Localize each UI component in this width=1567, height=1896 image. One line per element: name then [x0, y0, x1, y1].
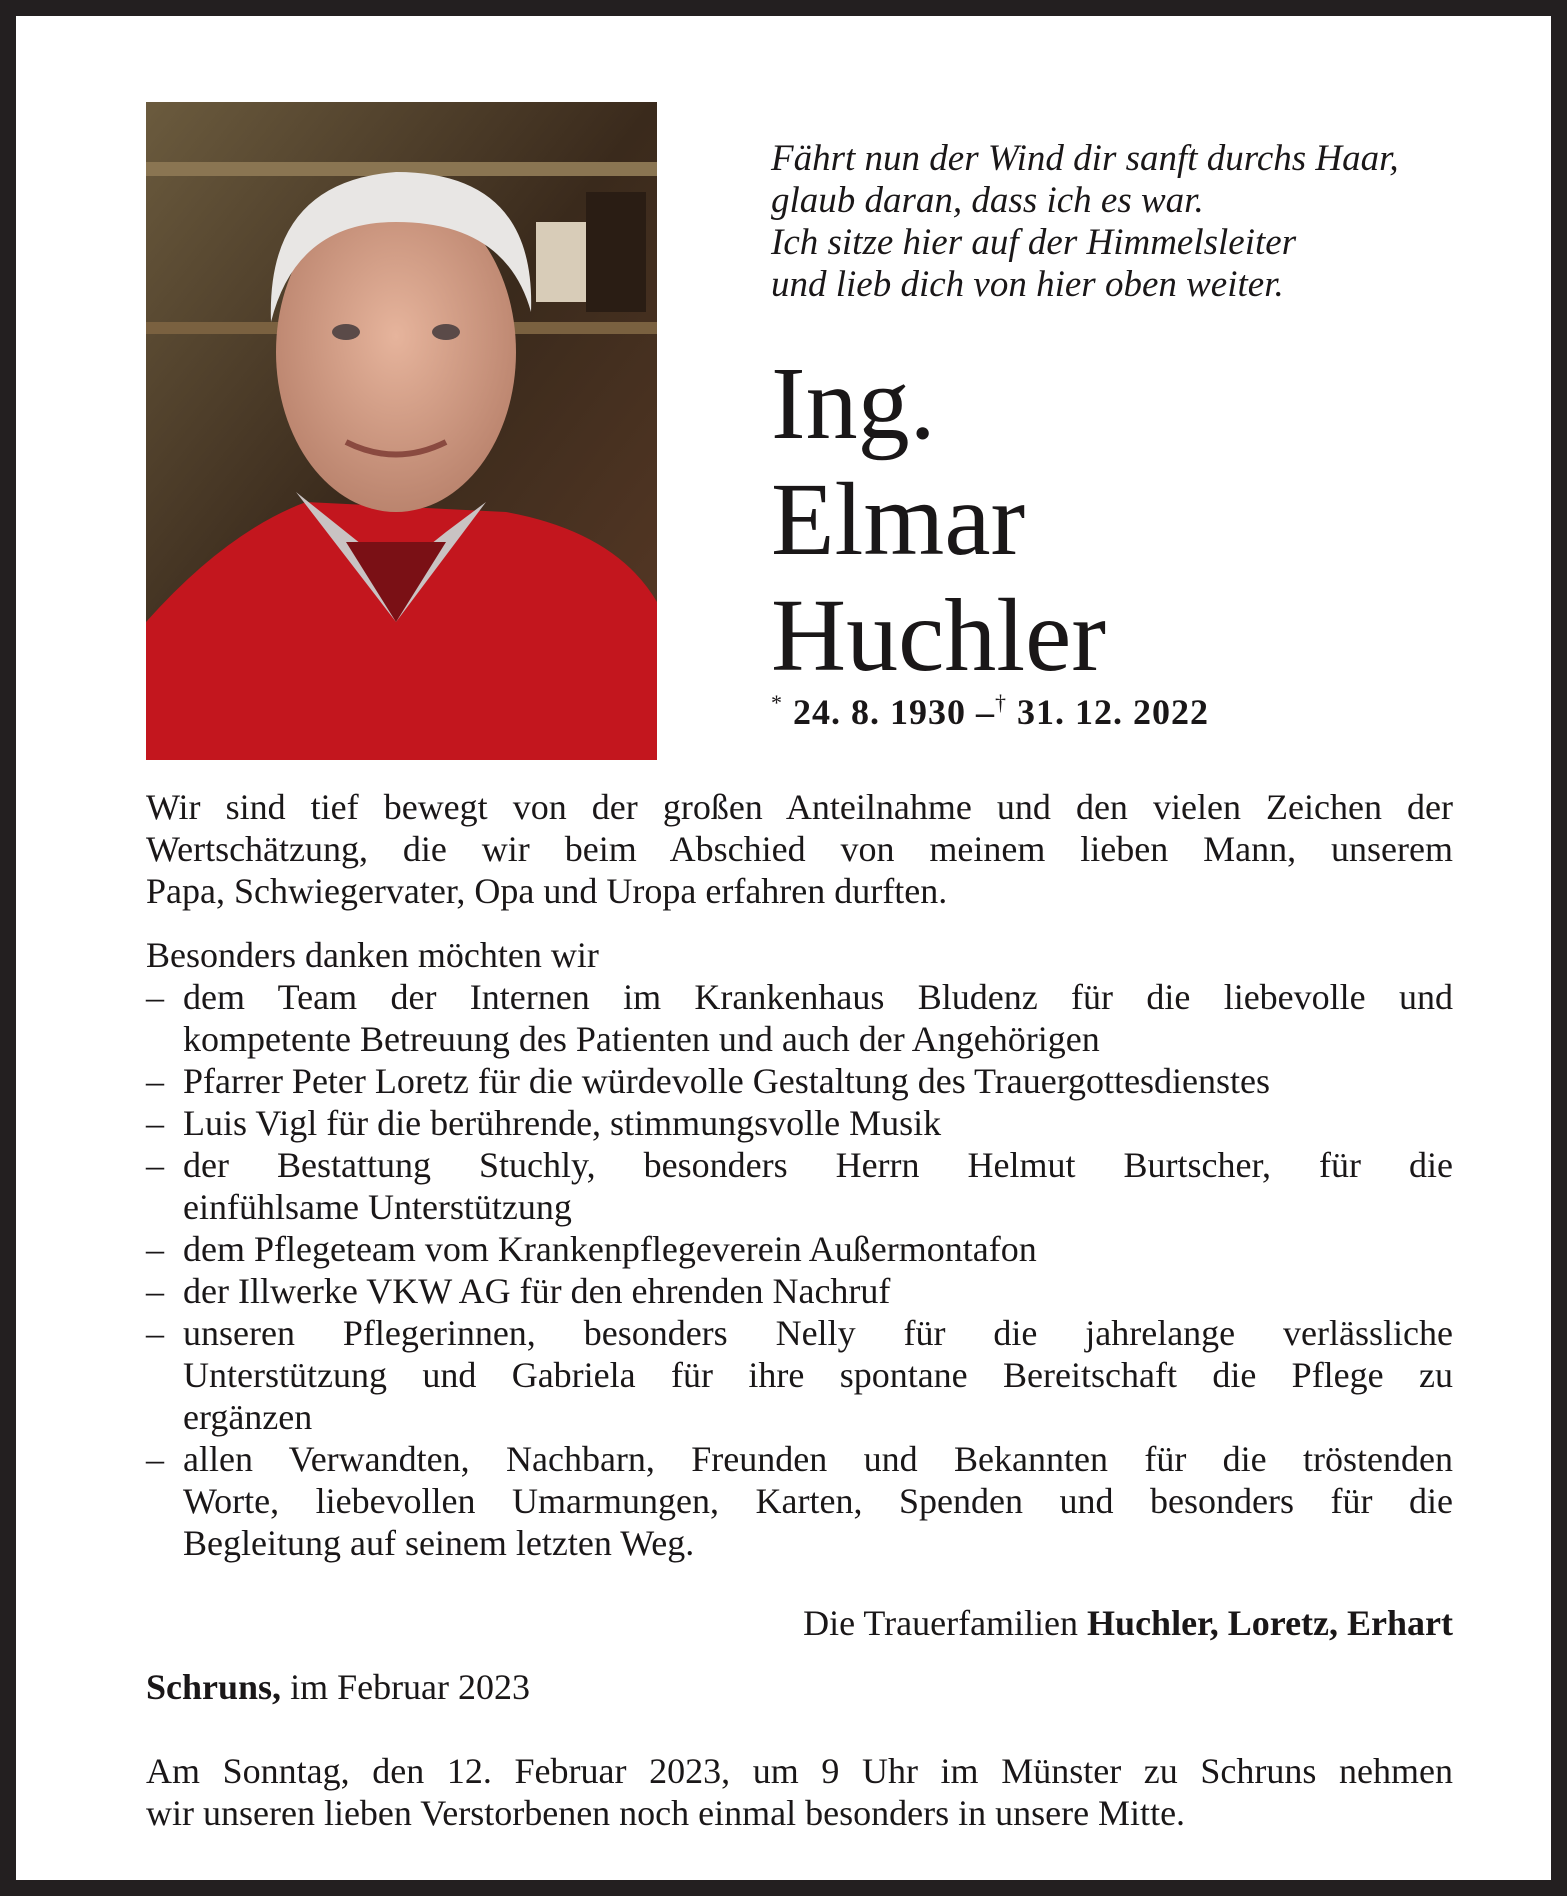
place-date-text: im Februar 2023 [290, 1667, 531, 1707]
text-line: ergänzen [183, 1397, 313, 1437]
thanks-item [146, 1228, 1453, 1270]
signature-families: Huchler, Loretz, Erhart [1087, 1603, 1453, 1643]
poem-line: und lieb dich von hier oben weiter. [771, 264, 1284, 305]
text-line: Am Sonntag, den 12. Februar 2023, um 9 Uhr im Münster zu Schruns nehmen [146, 1751, 1453, 1791]
text-line: Papa, Schwiegervater, Opa und Uropa erfahren durften. [146, 871, 948, 911]
deceased-name [771, 346, 1106, 694]
obituary-page [16, 16, 1551, 1880]
thanks-item [146, 976, 1453, 1060]
thanks-section [146, 934, 1453, 1564]
thanks-item [146, 1144, 1453, 1228]
name-title: Ing. [771, 346, 936, 461]
birth-date: 24. 8. 1930 [793, 692, 966, 732]
place-date [146, 1666, 1453, 1708]
thanks-item [146, 1060, 1453, 1102]
birth-symbol: * [771, 690, 783, 715]
thanks-item [146, 1312, 1453, 1438]
text-line: wir unseren lieben Verstorbenen noch einmal besonders in unsere Mitte. [146, 1793, 1186, 1833]
portrait-photo [146, 102, 657, 760]
intro-paragraph [146, 786, 1453, 912]
signature-prefix: Die Trauerfamilien [803, 1603, 1079, 1643]
text-line: der Bestattung Stuchly, besonders Herrn Helmut Burtscher, für die [183, 1145, 1453, 1185]
list-dash: – [146, 1313, 164, 1353]
name-first: Elmar [771, 462, 1026, 577]
date-separator: – [976, 692, 995, 732]
death-symbol: † [995, 690, 1007, 715]
place-town: Schruns, [146, 1667, 282, 1707]
signature [146, 1602, 1453, 1644]
text-line: Begleitung auf seinem letzten Weg. [183, 1523, 695, 1563]
life-dates [771, 690, 1209, 733]
thanks-heading: Besonders danken möchten wir [146, 935, 599, 975]
text-line: Unterstützung und Gabriela für ihre spontane Bereitschaft die Pflege zu [183, 1355, 1453, 1395]
text-line: dem Team der Internen im Krankenhaus Bludenz für die liebevolle und [183, 977, 1453, 1017]
text-line: Wir sind tief bewegt von der großen Anteilnahme und den vielen Zeichen der [146, 787, 1453, 827]
text-line: unseren Pflegerinnen, besonders Nelly für die jahrelange verlässliche [183, 1313, 1453, 1353]
poem [771, 138, 1399, 306]
list-dash: – [146, 1271, 164, 1311]
text-line: Luis Vigl für die berührende, stimmungsvolle Musik [183, 1103, 942, 1143]
thanks-item [146, 1438, 1453, 1564]
thanks-item [146, 1102, 1453, 1144]
list-dash: – [146, 1145, 164, 1185]
text-line: der Illwerke VKW AG für den ehrenden Nachruf [183, 1271, 891, 1311]
text-line: Worte, liebevollen Umarmungen, Karten, Spenden und besonders für die [183, 1481, 1453, 1521]
death-date: 31. 12. 2022 [1017, 692, 1209, 732]
text-line: allen Verwandten, Nachbarn, Freunden und Bekannten für die tröstenden [183, 1439, 1453, 1479]
service-paragraph [146, 1750, 1453, 1834]
text-line: kompetente Betreuung des Patienten und auch der Angehörigen [183, 1019, 1100, 1059]
text-line: Wertschätzung, die wir beim Abschied von meinem lieben Mann, unserem [146, 829, 1453, 869]
list-dash: – [146, 1061, 164, 1101]
thanks-list [146, 976, 1453, 1564]
text-line: Pfarrer Peter Loretz für die würdevolle Gestaltung des Trauergottesdienstes [183, 1061, 1271, 1101]
poem-line: Fährt nun der Wind dir sanft durchs Haar, [771, 138, 1399, 179]
text-line: einfühlsame Unterstützung [183, 1187, 572, 1227]
list-dash: – [146, 1229, 164, 1269]
list-dash: – [146, 977, 164, 1017]
thanks-item [146, 1270, 1453, 1312]
poem-line: glaub daran, dass ich es war. [771, 180, 1204, 221]
list-dash: – [146, 1103, 164, 1143]
list-dash: – [146, 1439, 164, 1479]
poem-line: Ich sitze hier auf der Himmelsleiter [771, 222, 1297, 263]
text-line: dem Pflegeteam vom Krankenpflegeverein Außermontafon [183, 1229, 1037, 1269]
name-last: Huchler [771, 578, 1106, 693]
